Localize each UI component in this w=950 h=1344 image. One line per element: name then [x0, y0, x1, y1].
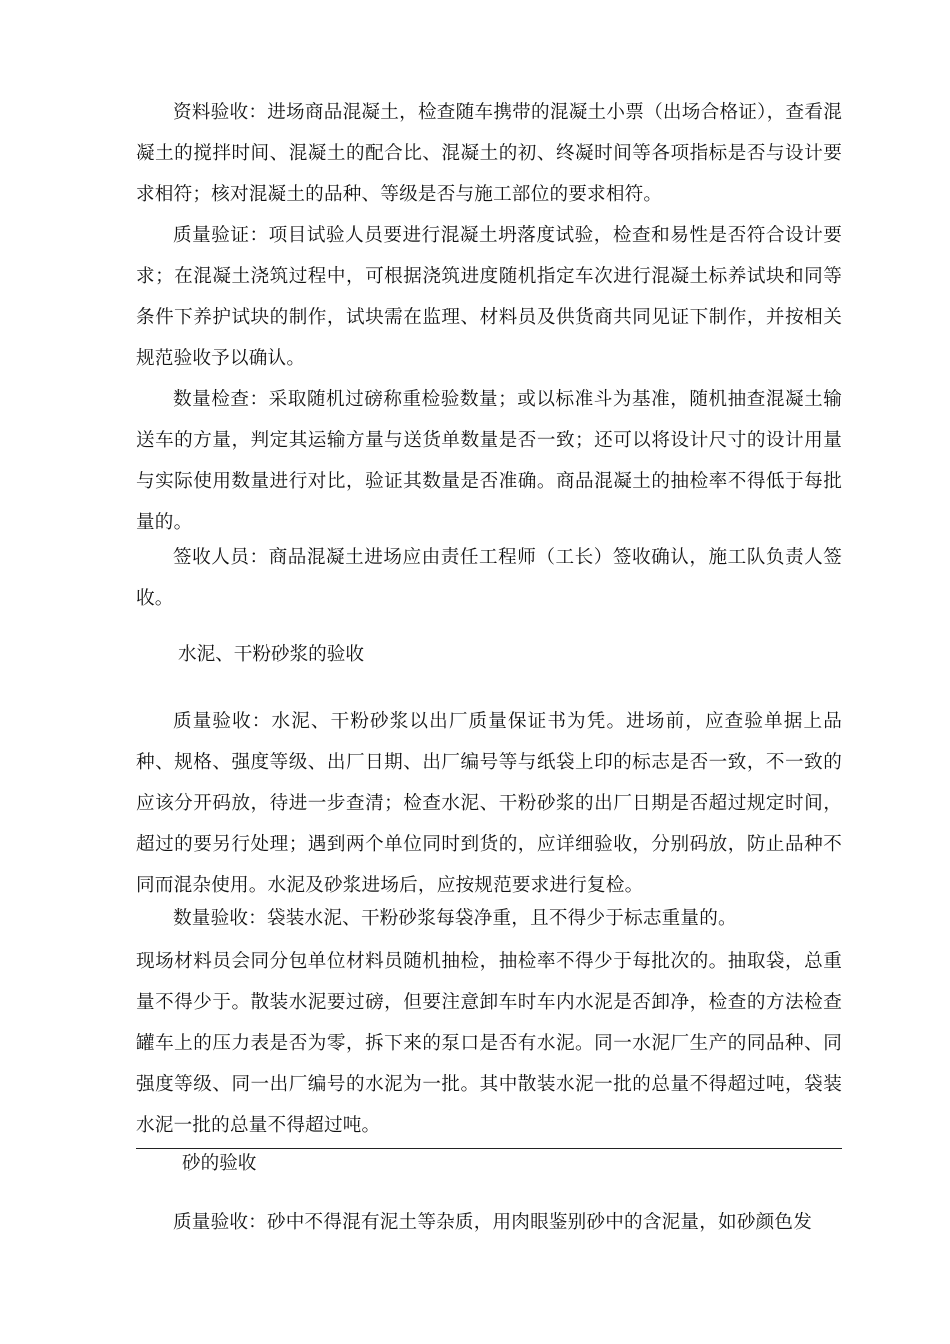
concrete-signoff-paragraph: 签收人员：商品混凝土进场应由责任工程师（工长）签收确认，施工队负责人签收。	[136, 547, 842, 609]
cement-quality-paragraph: 质量验收：水泥、干粉砂浆以出厂质量保证书为凭。进场前，应查验单据上品种、规格、强度等级、出厂日期、出厂编号等与纸袋上印的标志是否一致，不一致的应该分开码放，待进一步查清；检查水泥、干粉砂浆的出厂日期是否超过规定时间，超过的要另行处理；遇到两个单位同时到货的，应详细验收，分别码放，防止品种不同而混杂使用。水泥及砂浆进场后，应按规范要求进行复检。	[136, 711, 842, 896]
sand-section-heading: 砂的验收	[182, 1153, 257, 1174]
cement-quantity-continuation-paragraph: 现场材料员会同分包单位材料员随机抽检，抽检率不得少于每批次的。抽取袋，总重量不得少于。散装水泥要过磅，但要注意卸车时车内水泥是否卸净，检查的方法检查罐车上的压力表是否为零，拆下来的泵口是否有水泥。同一水泥厂生产的同品种、同强度等级、同一出厂编号的水泥为一批。其中散装水泥一批的总量不得超过吨，袋装水泥一批的总量不得超过吨。	[136, 951, 842, 1136]
sand-quality-paragraph: 质量验收：砂中不得混有泥土等杂质，用肉眼鉴别砂中的含泥量，如砂颜色发	[173, 1212, 812, 1233]
cement-quantity-paragraph: 数量验收：袋装水泥、干粉砂浆每袋净重，且不得少于标志重量的。	[173, 908, 737, 929]
concrete-quantity-check-paragraph: 数量检查：采取随机过磅称重检验数量；或以标准斗为基准，随机抽查混凝土输送车的方量，判定其运输方量与送货单数量是否一致；还可以将设计尺寸的设计用量与实际使用数量进行对比，验证其数量是否准确。商品混凝土的抽检率不得低于每批量的。	[136, 389, 842, 533]
cement-section-heading: 水泥、干粉砂浆的验收	[178, 644, 364, 665]
concrete-quality-verify-paragraph: 质量验证：项目试验人员要进行混凝土坍落度试验，检查和易性是否符合设计要求；在混凝土浇筑过程中，可根据浇筑进度随机指定车次进行混凝土标养试块和同等条件下养护试块的制作，试块需在监理、材料员及供货商共同见证下制作，并按相关规范验收予以确认。	[136, 225, 842, 369]
concrete-material-check-paragraph: 资料验收：进场商品混凝土，检查随车携带的混凝土小票（出场合格证），查看混凝土的搅拌时间、混凝土的配合比、混凝土的初、终凝时间等各项指标是否与设计要求相符；核对混凝土的品种、等级是否与施工部位的要求相符。	[136, 102, 842, 205]
